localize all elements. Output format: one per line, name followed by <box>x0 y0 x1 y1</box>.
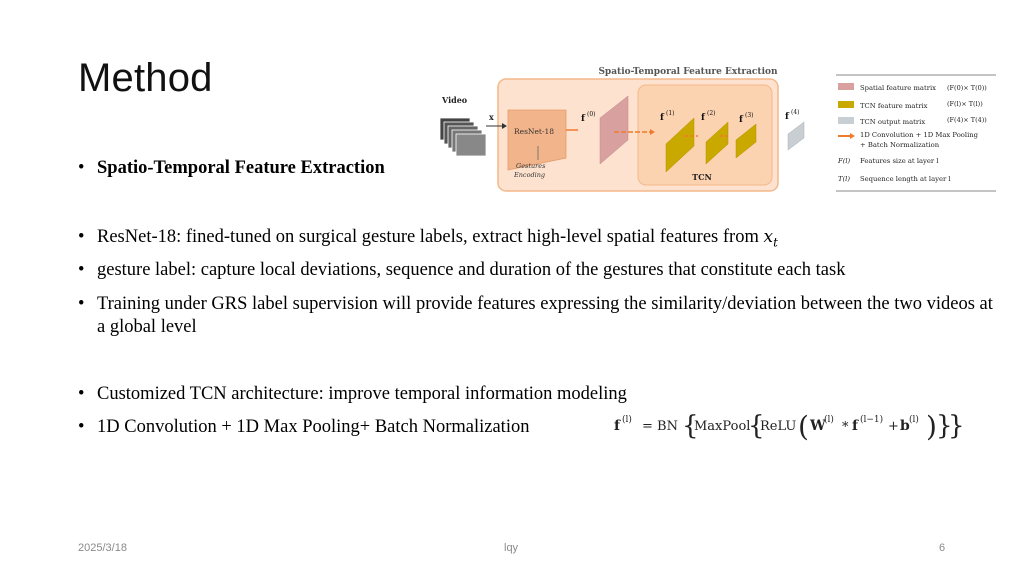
formula-plus: + <box>888 419 899 434</box>
bullet-dot: • <box>78 384 85 404</box>
formula-w-sup: (l) <box>824 415 834 425</box>
bullet-text: 1D Convolution + 1D Max Pooling+ Batch Normalization <box>97 417 530 437</box>
video-frames-icon <box>440 118 486 156</box>
formula-brace-close-1: } <box>936 411 953 441</box>
formula-f: f <box>614 418 621 434</box>
svg-text:TCN feature matrix: TCN feature matrix <box>860 102 928 110</box>
footer-author: lqy <box>504 542 519 554</box>
svg-text:1D Convolution + 1D Max Poolin: 1D Convolution + 1D Max Pooling <box>860 131 978 139</box>
bullet-dot: • <box>78 158 85 178</box>
svg-text:f: f <box>581 114 585 124</box>
video-label: Video <box>442 95 468 105</box>
encoding-label: Encoding <box>514 171 546 179</box>
footer-date: 2025/3/18 <box>78 542 127 554</box>
footer-page-number: 6 <box>939 542 946 554</box>
legend-sequence-length <box>838 175 951 183</box>
svg-text:F(l): F(l) <box>838 157 851 165</box>
svg-text:+ Batch Normalization: + Batch Normalization <box>860 141 940 149</box>
svg-text:Sequence length at layer l: Sequence length at layer l <box>860 175 951 183</box>
bullet-dot: • <box>78 260 85 280</box>
svg-text:f: f <box>660 113 664 123</box>
bn-formula <box>612 408 965 444</box>
svg-text:(F(0)× T(0)): (F(0)× T(0)) <box>947 84 987 92</box>
formula-b: b <box>900 418 910 434</box>
bullet-text: Customized TCN architecture: improve temporal information modeling <box>97 384 627 404</box>
bullet-dot: • <box>78 227 85 247</box>
svg-text:(F(4)× T(4)): (F(4)× T(4)) <box>947 116 987 124</box>
svg-text:(2): (2) <box>707 110 716 117</box>
svg-text:(0): (0) <box>587 111 596 118</box>
svg-text:(F(l)× T(l)): (F(l)× T(l)) <box>947 100 983 108</box>
svg-text:(1): (1) <box>666 110 675 117</box>
legend-features-size <box>837 157 939 165</box>
math-x: x <box>763 227 774 247</box>
svg-text:(4): (4) <box>791 109 800 116</box>
tcn-label: TCN <box>692 172 712 182</box>
bullet-dot: • <box>78 294 85 314</box>
formula-paren-2: ) <box>926 410 937 443</box>
svg-text:f: f <box>739 115 743 125</box>
bullet-dot: • <box>78 417 85 437</box>
bullet-text-wrap <box>97 226 997 255</box>
formula-w: W <box>810 418 826 434</box>
formula-eq-bn: = BN <box>642 419 678 434</box>
formula-b-sup: (l) <box>909 415 919 425</box>
bullet-text: ResNet-18: fined-tuned on surgical gesture labels, extract high-level spatial features from <box>97 227 764 247</box>
resnet-label: ResNet-18 <box>514 127 555 136</box>
formula-brace-2: { <box>748 411 765 441</box>
legend-spatial-matrix <box>838 83 987 92</box>
math-sub-t: t <box>773 235 778 250</box>
feature-f4-label <box>785 109 800 122</box>
gestures-label: Gestures <box>516 162 546 170</box>
formula-paren-1: ( <box>798 410 809 443</box>
formula-brace-1: { <box>682 411 699 441</box>
svg-text:f: f <box>785 112 789 122</box>
legend-tcn-matrix <box>838 100 983 110</box>
svg-text:Features size at layer l: Features size at layer l <box>860 157 939 165</box>
diagram-legend <box>834 72 998 194</box>
formula-f-prev: f <box>852 418 859 434</box>
legend-tcn-output <box>838 116 987 126</box>
diagram-title: Spatio-Temporal Feature Extraction <box>598 67 778 77</box>
bullet-text: Spatio-Temporal Feature Extraction <box>97 158 385 178</box>
input-x-label: x <box>489 112 494 122</box>
legend-convolution-arrow <box>838 131 979 149</box>
formula-brace-close-2: } <box>948 411 965 441</box>
formula-relu: ReLU <box>760 419 797 434</box>
slide-title: Method <box>78 56 213 100</box>
svg-text:f: f <box>701 113 705 123</box>
architecture-diagram <box>438 60 818 198</box>
bullet-text: gesture label: capture local deviations, sequence and duration of the gestures that constitute each task <box>97 260 846 280</box>
formula-star: * <box>842 420 849 435</box>
svg-text:T(l): T(l) <box>838 175 851 183</box>
bullet-text: Training under GRS label supervision will provide features expressing the similarity/deviation between the two videos at a global level <box>97 294 993 337</box>
formula-maxpool: MaxPool <box>694 419 751 434</box>
svg-text:TCN output matrix: TCN output matrix <box>860 118 926 126</box>
formula-f-prev-sup: (l−1) <box>860 415 884 425</box>
tcn-output-matrix <box>788 122 804 150</box>
svg-text:Spatial feature matrix: Spatial feature matrix <box>860 84 936 92</box>
formula-f-sup: (l) <box>622 415 632 425</box>
svg-text:(3): (3) <box>745 112 754 119</box>
